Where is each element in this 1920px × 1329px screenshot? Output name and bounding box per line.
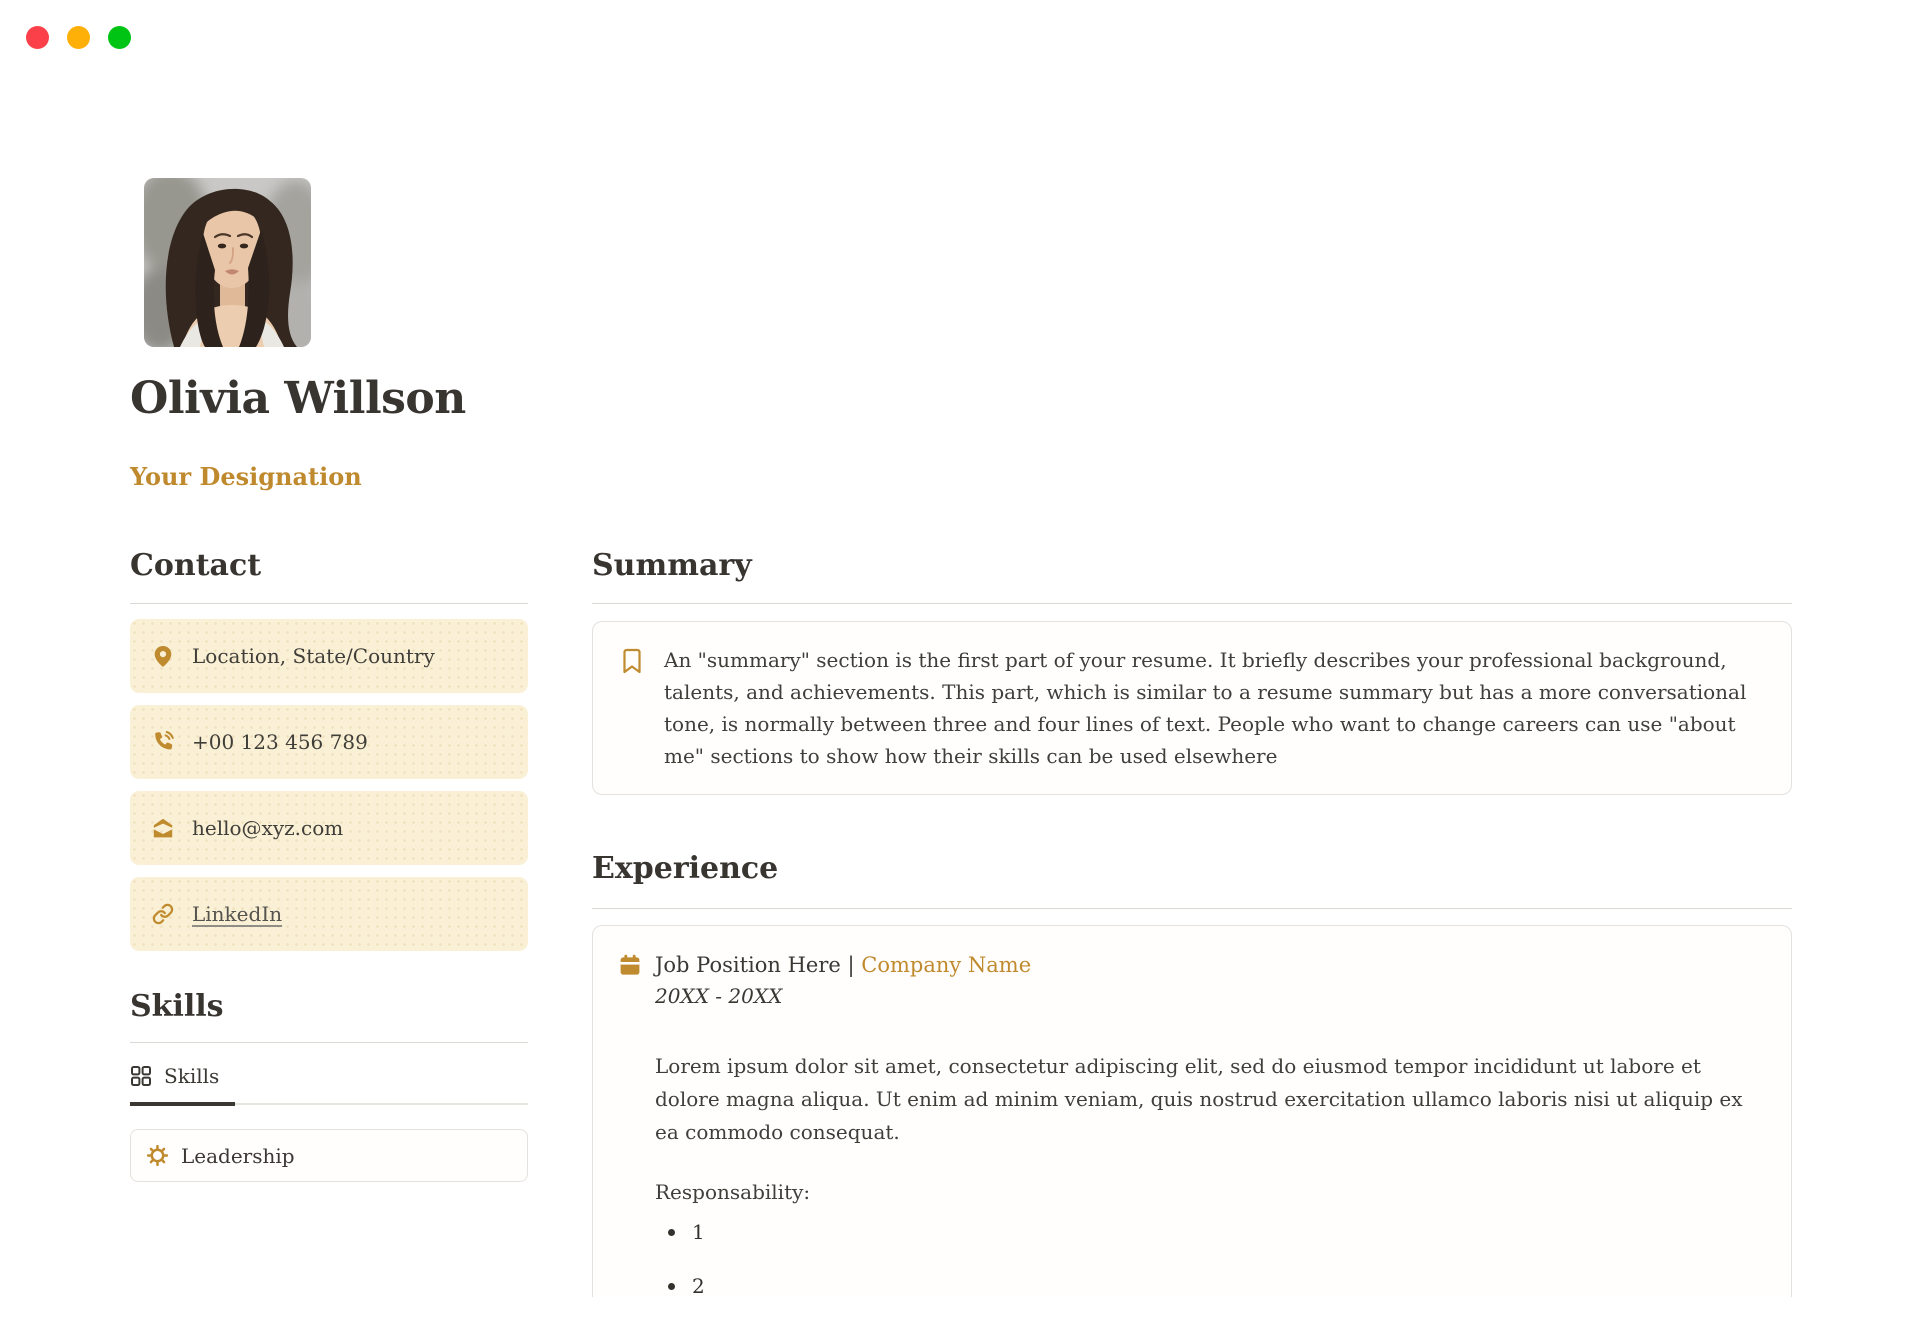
- bullet-icon: [668, 1229, 675, 1236]
- close-window-icon[interactable]: [26, 26, 49, 49]
- bullet-icon: [668, 1283, 675, 1290]
- bookmark-icon: [621, 648, 643, 674]
- contact-item-phone[interactable]: [130, 705, 528, 779]
- job-position: Job Position Here: [655, 953, 841, 977]
- summary-card[interactable]: [592, 621, 1792, 795]
- contact-list: [130, 619, 528, 951]
- mail-icon: [152, 817, 174, 839]
- skill-item-label: Leadership: [181, 1143, 295, 1168]
- contact-item-location[interactable]: [130, 619, 528, 693]
- grid-icon: [130, 1065, 152, 1087]
- job-description: Lorem ipsum dolor sit amet, consectetur adipiscing elit, sed do eiusmod tempor incididunt ut labore et dolore magna aliqua. Ut enim ad minim veniam, quis nostrud exercitation ullamco laboris nisi ut aliquip ex ea commodo consequat.: [655, 1054, 1743, 1144]
- calendar-icon: [619, 954, 641, 976]
- profile-designation: Your Designation: [130, 462, 362, 491]
- summary-text: An "summary" section is the first part of your resume. It briefly describes your professional background, talents, and achievements. This part, which is similar to a resume summary but has a more conversational tone, is normally between three and four lines of text. People who want to change careers can use "about me" sections to show how their skills can be used elsewhere: [664, 648, 1747, 768]
- list-item: [655, 1221, 1751, 1243]
- window-controls: [26, 26, 131, 49]
- right-column: [592, 0, 1792, 1329]
- profile-name: Olivia Willson: [130, 373, 466, 424]
- phone-icon: [152, 731, 174, 753]
- company-name: Company Name: [861, 953, 1032, 977]
- linkedin-link[interactable]: LinkedIn: [192, 902, 283, 926]
- divider: [130, 1042, 528, 1043]
- location-pin-icon: [152, 645, 174, 667]
- contact-heading: Contact: [130, 548, 262, 583]
- skill-item-leadership[interactable]: [130, 1129, 528, 1182]
- job-dates: 20XX - 20XX: [655, 984, 783, 1008]
- job-title: [655, 952, 1031, 978]
- list-item: [655, 1275, 1751, 1297]
- skills-section: [130, 989, 528, 1182]
- experience-card[interactable]: [592, 925, 1792, 1297]
- summary-heading: Summary: [592, 548, 752, 583]
- contact-item-label: Location, State/Country: [192, 644, 435, 668]
- contact-item-linkedin[interactable]: [130, 877, 528, 951]
- experience-heading: Experience: [592, 851, 779, 886]
- contact-item-label: +00 123 456 789: [192, 730, 368, 754]
- left-column: [130, 0, 528, 1329]
- responsibilities-list: [655, 1221, 1751, 1297]
- profile-photo[interactable]: [144, 178, 311, 347]
- link-icon: [152, 903, 174, 925]
- contact-item-email[interactable]: [130, 791, 528, 865]
- list-item-text: 1: [692, 1220, 705, 1244]
- skills-heading: Skills: [130, 989, 224, 1024]
- divider: [592, 908, 1792, 909]
- responsibilities-label: Responsability:: [655, 1180, 811, 1204]
- profile-photo-image: [144, 178, 311, 347]
- maximize-window-icon[interactable]: [108, 26, 131, 49]
- list-item-text: 2: [692, 1274, 705, 1298]
- tab-skills[interactable]: [130, 1064, 235, 1106]
- experience-entry-header: [619, 952, 1751, 978]
- divider: [130, 603, 528, 604]
- minimize-window-icon[interactable]: [67, 26, 90, 49]
- title-separator: |: [847, 953, 855, 977]
- gear-icon: [147, 1145, 168, 1166]
- contact-item-label: hello@xyz.com: [192, 816, 344, 840]
- tab-skills-label: Skills: [164, 1064, 220, 1088]
- divider: [592, 603, 1792, 604]
- skills-tab-bar: [130, 1064, 528, 1105]
